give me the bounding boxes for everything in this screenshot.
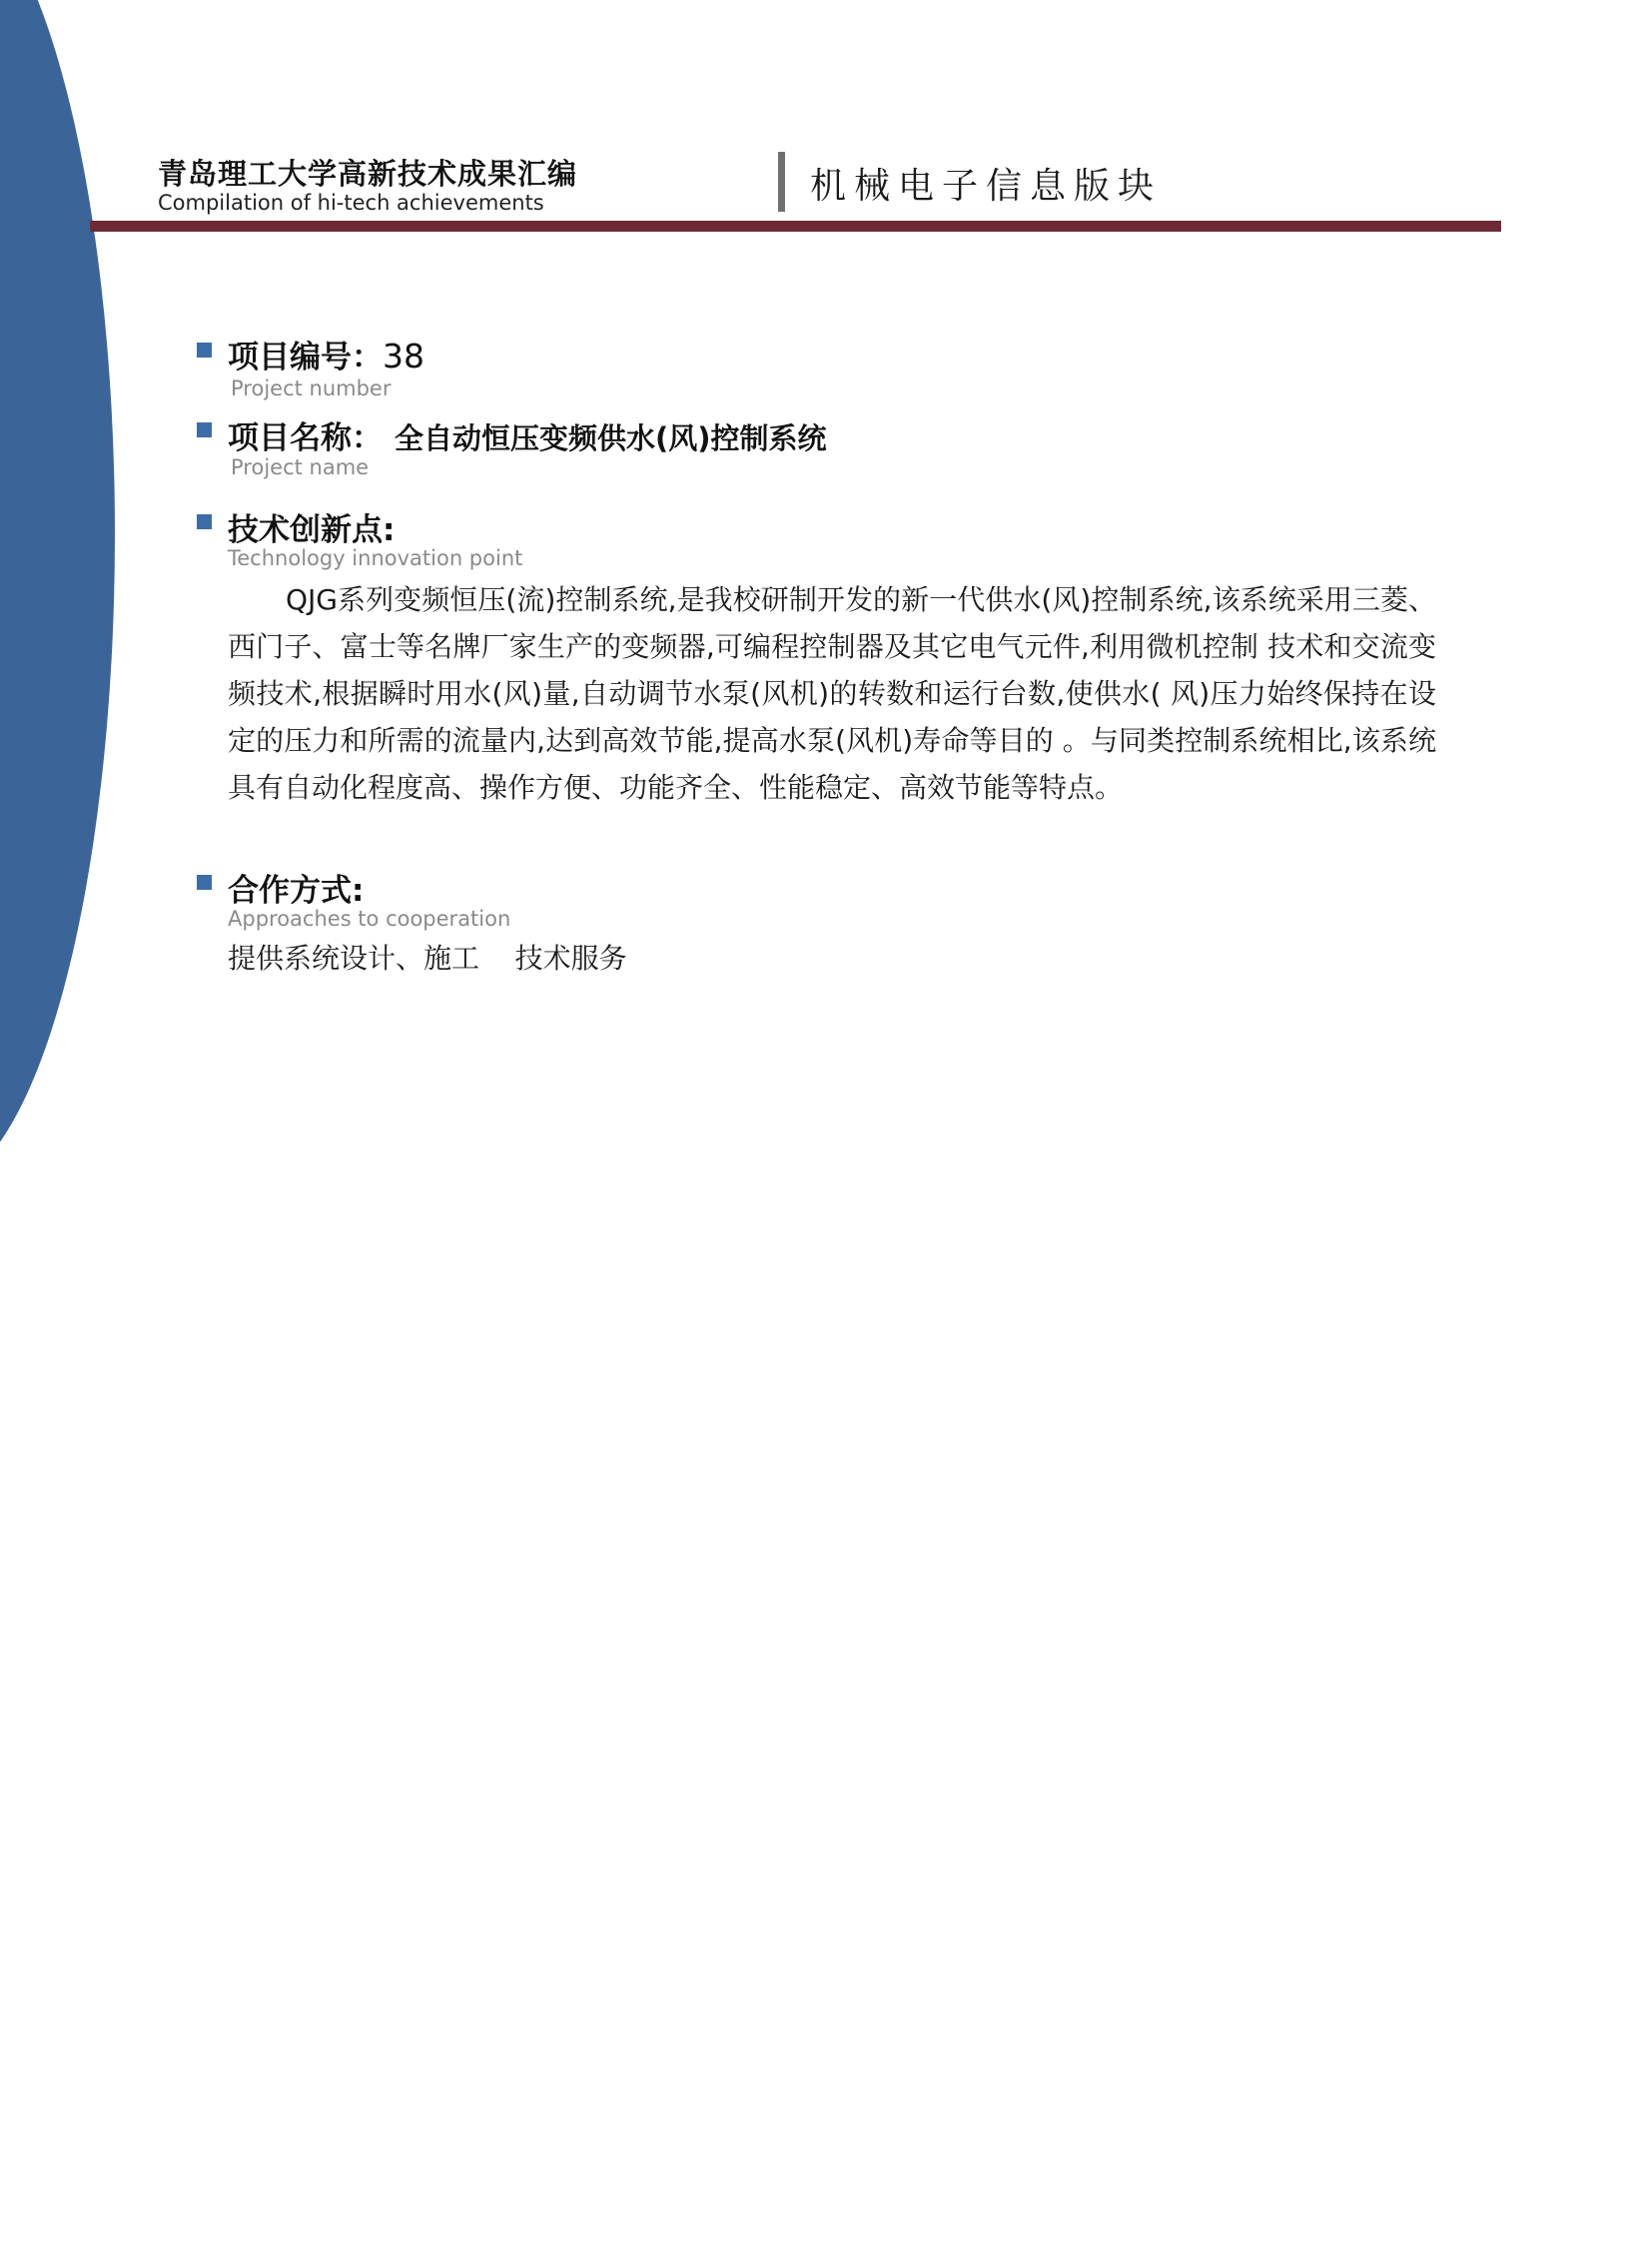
project-number-value: 38 bbox=[383, 337, 424, 375]
project-number-label-text: 项目编号： bbox=[228, 340, 383, 375]
bullet-icon bbox=[197, 343, 212, 358]
project-name-value: 全自动恒压变频供水(风)控制系统 bbox=[395, 421, 827, 455]
header-title: 青岛理工大学高新技术成果汇编 bbox=[158, 157, 578, 191]
cooperation-text: 提供系统设计、施工 技术服务 bbox=[228, 942, 627, 975]
innovation-text: QJG系列变频恒压(流)控制系统,是我校研制开发的新一代供水(风)控制系统,该系统采用三菱、西门子、富士等名牌厂家生产的变频器,可编程控制器及其它电气元件,利用微机控制 技术和交流变频技术,根据瞬时用水(风)量,自动调节水泵(风机)的转数和运行台数,使供水( 风)压力始终保持在设定的压力和所需的流量内,达到高效节能,提高水泵(风机)寿命等目的 。与同类控制系统相比,该系统具有自动化程度高、操作方便、功能齐全、性能稳定、高效节能等特点。 bbox=[228, 583, 1436, 804]
header-rule bbox=[90, 221, 1501, 232]
project-name-sub: Project name bbox=[231, 455, 370, 479]
side-decoration bbox=[0, 0, 115, 1188]
project-name-label bbox=[228, 412, 827, 457]
header-subtitle: Compilation of hi-tech achievements bbox=[158, 191, 544, 215]
innovation-label: 技术创新点: bbox=[228, 512, 396, 548]
bullet-icon bbox=[197, 514, 212, 529]
header-divider bbox=[778, 152, 785, 212]
innovation-sub: Technology innovation point bbox=[228, 546, 523, 570]
project-number-sub: Project number bbox=[231, 376, 392, 400]
project-number-label bbox=[228, 332, 424, 376]
section-title: 机械电子信息版块 bbox=[810, 166, 1163, 207]
cooperation-label: 合作方式: bbox=[228, 873, 365, 909]
bullet-icon bbox=[197, 422, 212, 437]
cooperation-sub: Approaches to cooperation bbox=[228, 907, 511, 931]
project-name-label-text: 项目名称： bbox=[228, 420, 383, 456]
bullet-icon bbox=[197, 875, 212, 890]
